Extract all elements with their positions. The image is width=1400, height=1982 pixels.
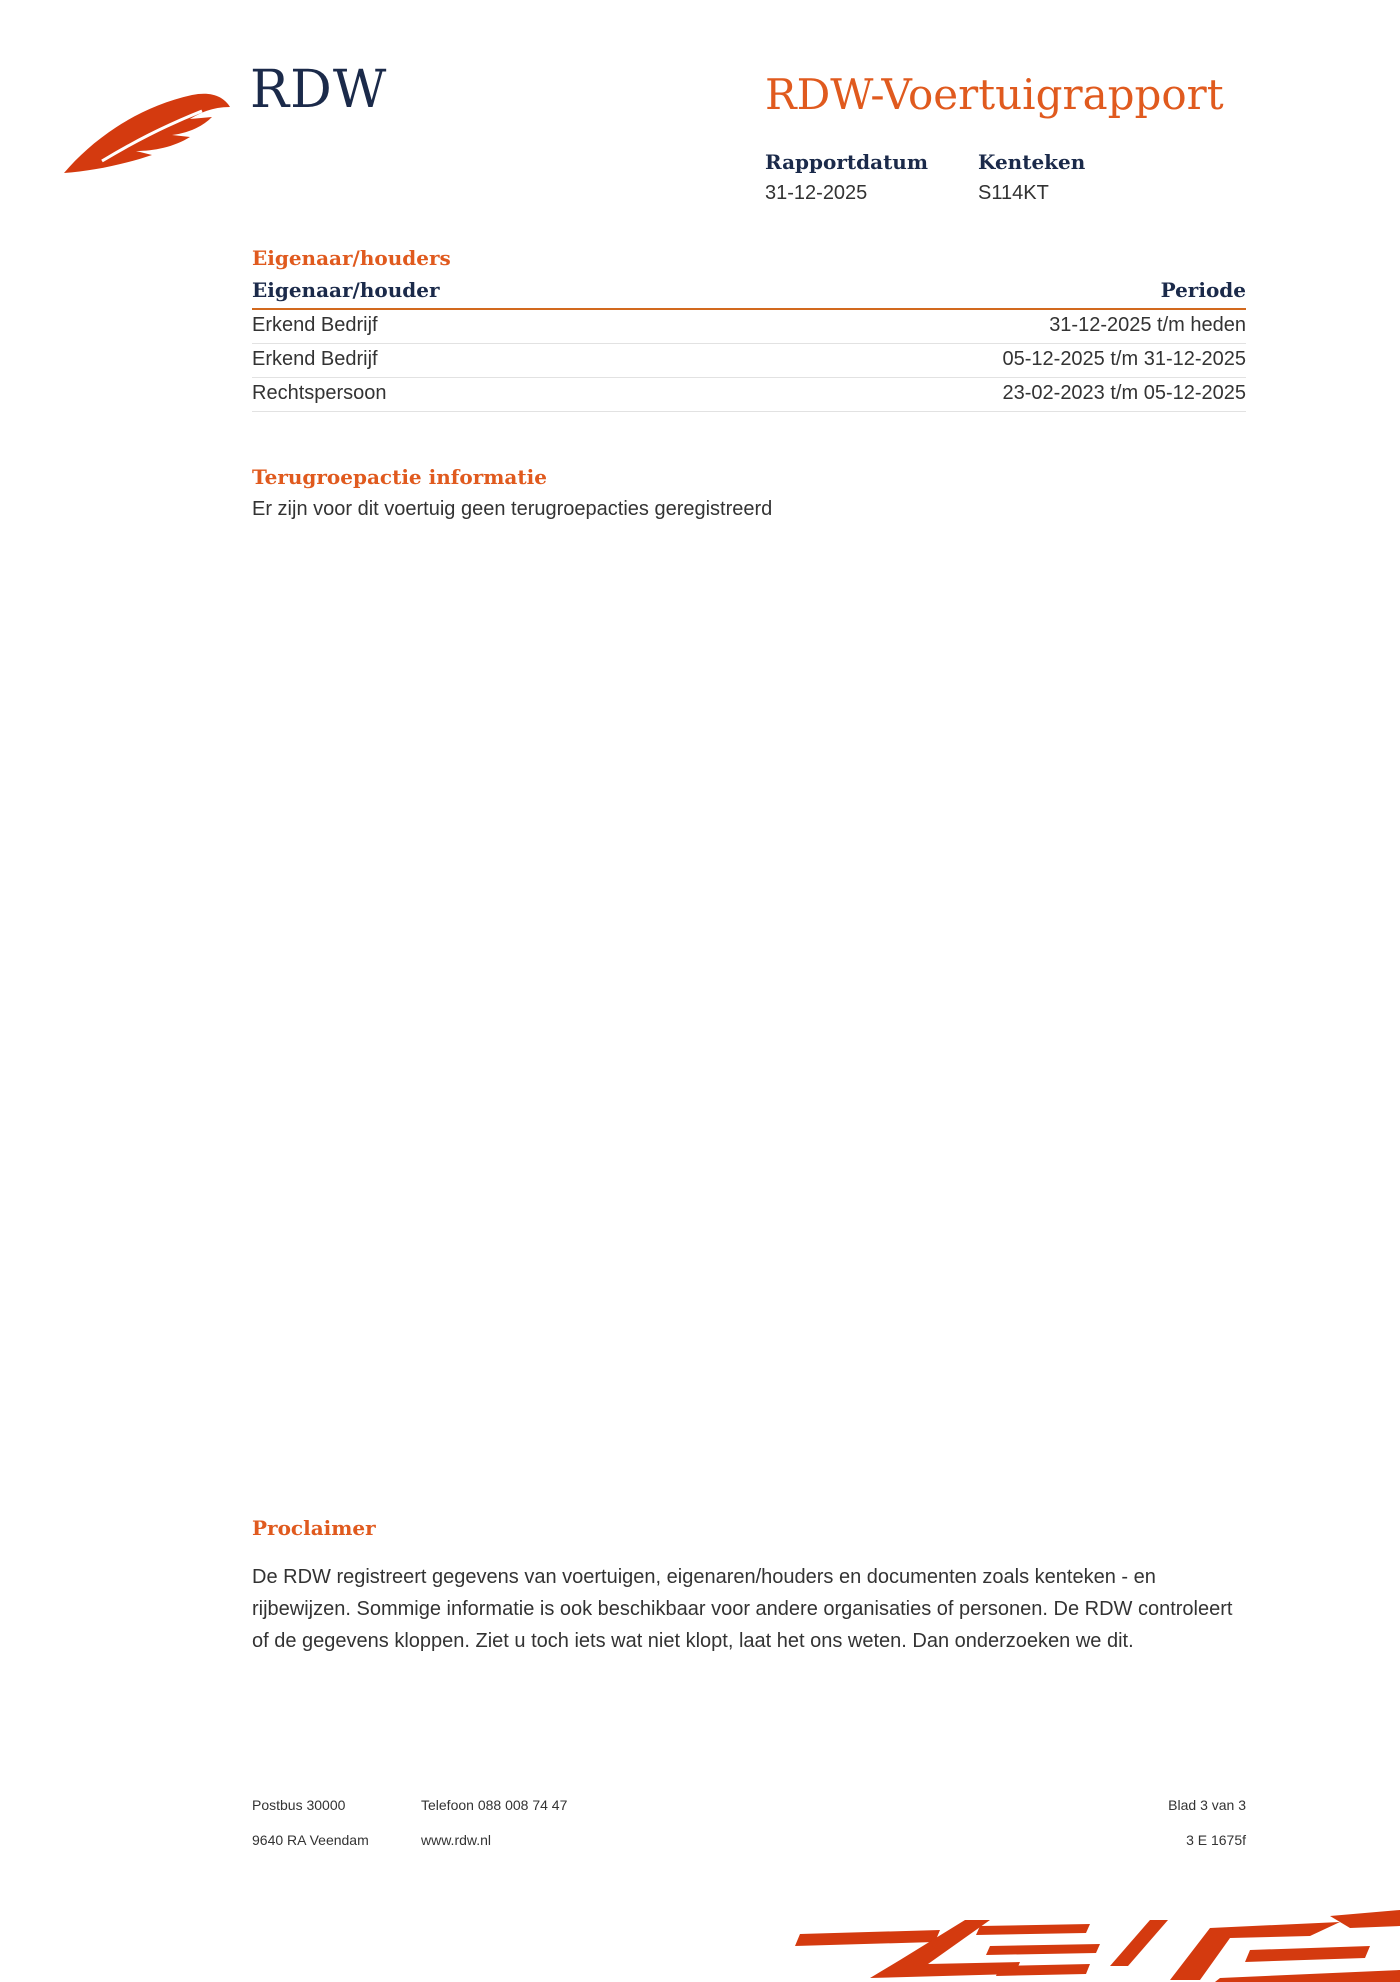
footer-page-number: Blad 3 van 3 xyxy=(1168,1797,1246,1813)
footer-website-link[interactable]: www.rdw.nl xyxy=(421,1832,492,1848)
footer-phone: Telefoon 088 008 74 47 xyxy=(421,1797,568,1813)
footer-document-code: 3 E 1675f xyxy=(1186,1832,1246,1848)
rdw-stripes-icon xyxy=(790,1906,1400,1982)
plate-label: Kenteken xyxy=(978,150,1086,174)
report-title: RDW-Voertuigrapport xyxy=(765,70,1224,119)
recall-text: Er zijn voor dit voertuig geen terugroepacties geregistreerd xyxy=(252,498,773,520)
owner-cell: Erkend Bedrijf xyxy=(252,344,684,378)
table-row xyxy=(252,378,1246,412)
report-date-value: 31-12-2025 xyxy=(765,182,868,204)
plate-block xyxy=(978,150,1085,205)
owners-table xyxy=(252,278,1246,412)
table-row xyxy=(252,344,1246,378)
plate-value: S114KT xyxy=(978,182,1049,204)
recall-section-title: Terugroepactie informatie xyxy=(252,465,547,489)
footer-address-line1: Postbus 30000 xyxy=(252,1797,346,1813)
table-row xyxy=(252,309,1246,344)
owner-cell: Rechtspersoon xyxy=(252,378,684,412)
proclaimer-title: Proclaimer xyxy=(252,1516,376,1540)
owners-section-title: Eigenaar/houders xyxy=(252,246,451,270)
proclaimer-text: De RDW registreert gegevens van voertuigen, eigenaren/houders en documenten zoals kenteken - en rijbewijzen. Sommige informatie is ook beschikbaar voor andere organisaties of personen. De RDW controleert of de gegevens kloppen. Ziet u toch iets wat niet klopt, laat het ons weten. Dan onderzoeken we dit. xyxy=(252,1566,1233,1652)
report-date-label: Rapportdatum xyxy=(765,150,929,174)
column-header-period: Periode xyxy=(684,278,1246,309)
table-header-row xyxy=(252,278,1246,309)
period-cell: 31-12-2025 t/m heden xyxy=(684,309,1246,344)
period-cell: 23-02-2023 t/m 05-12-2025 xyxy=(684,378,1246,412)
period-cell: 05-12-2025 t/m 31-12-2025 xyxy=(684,344,1246,378)
rdw-feather-logo-icon xyxy=(62,85,232,177)
owner-cell: Erkend Bedrijf xyxy=(252,309,684,344)
report-date-block xyxy=(765,150,928,205)
brand-name: RDW xyxy=(250,60,388,120)
column-header-owner: Eigenaar/houder xyxy=(252,278,684,309)
footer-address-line2: 9640 RA Veendam xyxy=(252,1832,369,1848)
